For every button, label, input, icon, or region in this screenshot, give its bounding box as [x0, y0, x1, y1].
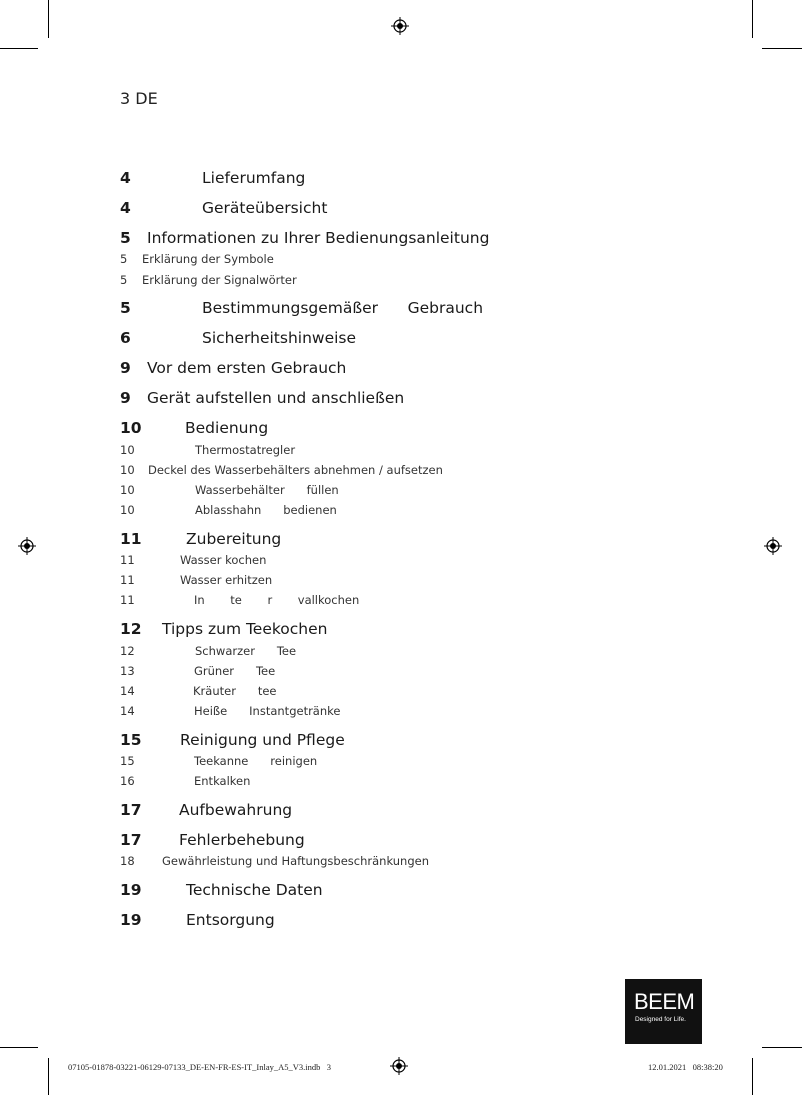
toc-entry — [120, 301, 483, 317]
toc-entry — [120, 575, 272, 587]
toc-title: Vor dem ersten Gebrauch — [147, 359, 347, 377]
toc-page-number: 11 — [120, 573, 135, 587]
toc-page-number: 9 — [120, 359, 131, 377]
registration-mark-icon — [391, 17, 409, 35]
toc-title: Kräuter tee — [193, 684, 277, 698]
toc-entry — [120, 331, 356, 347]
toc-entry — [120, 756, 317, 768]
toc-page-number: 14 — [120, 684, 135, 698]
toc-page-number: 10 — [120, 443, 135, 457]
toc-title: Lieferumfang — [202, 169, 306, 187]
toc-title: Aufbewahrung — [179, 801, 293, 819]
toc-page-number: 4 — [120, 169, 131, 187]
toc-title: Bedienung — [185, 419, 269, 437]
toc-page-number: 10 — [120, 483, 135, 497]
crop-mark — [0, 48, 38, 49]
registration-mark-icon — [390, 1057, 408, 1075]
toc-entry — [120, 231, 489, 247]
toc-page-number: 11 — [120, 593, 135, 607]
toc-title: Schwarzer Tee — [195, 644, 297, 658]
beem-logo — [625, 979, 702, 1044]
crop-mark — [752, 0, 753, 38]
toc-entry — [120, 803, 292, 819]
toc-entry — [120, 646, 296, 658]
toc-page-number: 5 — [120, 252, 128, 266]
registration-mark-icon — [18, 537, 36, 555]
toc-page-number: 17 — [120, 831, 142, 849]
toc-entry — [120, 856, 429, 868]
toc-entry — [120, 361, 346, 377]
toc-entry — [120, 532, 281, 548]
toc-title: Entsorgung — [186, 911, 275, 929]
toc-title: Gewährleistung und Haftungsbeschränkungen — [162, 854, 429, 868]
toc-title: Wasser kochen — [180, 553, 267, 567]
toc-page-number: 4 — [120, 199, 131, 217]
toc-page-number: 15 — [120, 731, 142, 749]
toc-entry — [120, 686, 277, 698]
toc-title: Wasser erhitzen — [180, 573, 273, 587]
toc-title: Bestimmungsgemäßer Gebrauch — [202, 299, 484, 317]
toc-entry — [120, 883, 323, 899]
toc-title: Informationen zu Ihrer Bedienungsanleitung — [147, 229, 490, 247]
toc-page-number: 19 — [120, 911, 142, 929]
toc-title: Teekanne reinigen — [194, 754, 318, 768]
toc-title: In te r vallkochen — [194, 593, 360, 607]
crop-mark — [752, 1058, 753, 1095]
toc-page-number: 5 — [120, 229, 131, 247]
toc-title: Thermostatregler — [195, 443, 296, 457]
footer-timestamp: 12.01.2021 08:38:20 — [648, 1062, 723, 1072]
toc-page-number: 16 — [120, 774, 135, 788]
toc-entry — [120, 776, 250, 788]
crop-mark — [0, 1047, 38, 1048]
toc-title: Ablasshahn bedienen — [195, 503, 337, 517]
toc-entry — [120, 254, 274, 266]
registration-mark-icon — [764, 537, 782, 555]
toc-title: Grüner Tee — [194, 664, 276, 678]
toc-title: Geräteübersicht — [202, 199, 328, 217]
toc-page-number: 9 — [120, 389, 131, 407]
toc-page-number: 10 — [120, 503, 135, 517]
toc-page-number: 11 — [120, 530, 142, 548]
toc-page-number: 13 — [120, 664, 135, 678]
crop-mark — [762, 1047, 802, 1048]
toc-page-number: 18 — [120, 854, 135, 868]
toc-entry — [120, 555, 266, 567]
crop-mark — [762, 48, 802, 49]
toc-title: Reinigung und Pflege — [180, 731, 345, 749]
toc-title: Fehlerbehebung — [179, 831, 305, 849]
toc-entry — [120, 445, 295, 457]
footer-file-info: 07105-01878-03221-06129-07133_DE-EN-FR-ES-IT_Inlay_A5_V3.indb 3 — [68, 1062, 331, 1072]
toc-title: Tipps zum Teekochen — [162, 620, 328, 638]
toc-page-number: 14 — [120, 704, 135, 718]
toc-title: Entkalken — [194, 774, 251, 788]
toc-entry — [120, 421, 268, 437]
logo-brand: BEEM — [634, 989, 695, 1014]
crop-mark — [48, 0, 49, 38]
toc-entry — [120, 505, 337, 517]
toc-title: Erklärung der Symbole — [142, 252, 274, 266]
toc-page-number: 17 — [120, 801, 142, 819]
toc-entry — [120, 485, 339, 497]
toc-entry — [120, 201, 327, 217]
toc-entry — [120, 595, 359, 607]
toc-entry — [120, 275, 297, 287]
toc-entry — [120, 833, 305, 849]
toc-entry — [120, 171, 305, 187]
toc-entry — [120, 913, 275, 929]
toc-page-number: 11 — [120, 553, 135, 567]
toc-title: Heiße Instantgetränke — [194, 704, 341, 718]
toc-title: Deckel des Wasserbehälters abnehmen / aufsetzen — [148, 463, 443, 477]
toc-title: Technische Daten — [186, 881, 323, 899]
toc-page-number: 12 — [120, 620, 142, 638]
toc-page-number: 5 — [120, 273, 128, 287]
toc-page-number: 19 — [120, 881, 142, 899]
logo-tagline: Designed for Life. — [635, 1016, 686, 1023]
toc-page-number: 10 — [120, 419, 142, 437]
crop-mark — [48, 1058, 49, 1095]
toc-entry — [120, 706, 340, 718]
toc-page-number: 10 — [120, 463, 135, 477]
toc-entry — [120, 622, 327, 638]
toc-entry — [120, 465, 443, 477]
toc-entry — [120, 391, 404, 407]
page-number: 3 DE — [120, 89, 158, 108]
toc-page-number: 15 — [120, 754, 135, 768]
toc-entry — [120, 666, 275, 678]
toc-title: Zubereitung — [186, 530, 282, 548]
toc-page-number: 6 — [120, 329, 131, 347]
toc-title: Gerät aufstellen und anschließen — [147, 389, 405, 407]
toc-page-number: 5 — [120, 299, 131, 317]
toc-page-number: 12 — [120, 644, 135, 658]
toc-title: Sicherheitshinweise — [202, 329, 357, 347]
toc-title: Wasserbehälter füllen — [195, 483, 339, 497]
toc-entry — [120, 733, 345, 749]
toc-title: Erklärung der Signalwörter — [142, 273, 297, 287]
